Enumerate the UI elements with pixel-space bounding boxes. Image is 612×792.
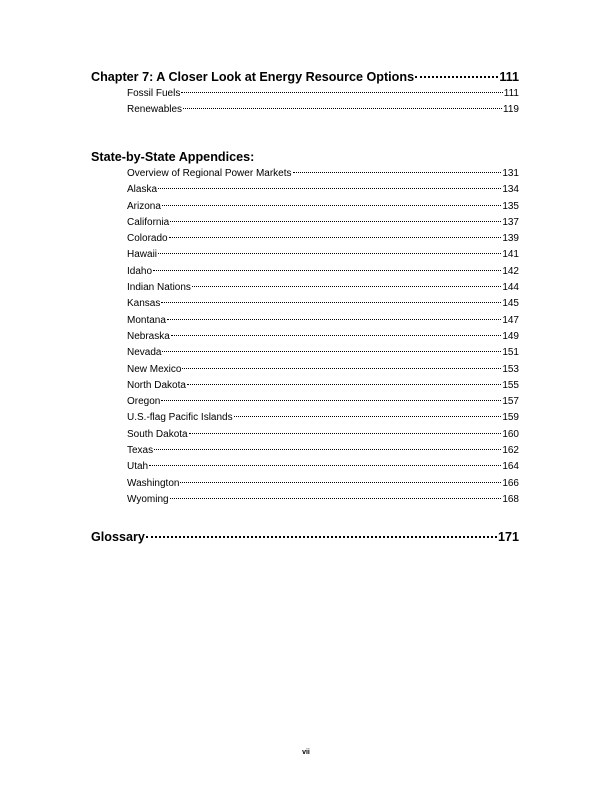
- toc-entry[interactable]: [127, 380, 519, 396]
- toc-entry[interactable]: [127, 233, 519, 249]
- entry-label: Washington: [127, 477, 180, 489]
- toc-entry[interactable]: [127, 282, 519, 298]
- entry-label: Nebraska: [127, 330, 170, 342]
- entry-label: Colorado: [127, 233, 168, 245]
- page-number: vii: [302, 749, 310, 756]
- toc-entry-renewables[interactable]: [127, 104, 519, 120]
- toc-entry[interactable]: [127, 298, 519, 314]
- dot-leader: [169, 237, 502, 238]
- toc-entry-fossil-fuels[interactable]: [127, 88, 519, 104]
- toc-entry[interactable]: [127, 217, 519, 233]
- entry-label: Overview of Regional Power Markets: [127, 168, 292, 179]
- dot-leader: [415, 76, 498, 78]
- entry-page: 131: [502, 168, 519, 179]
- entry-label: Renewables: [127, 104, 183, 116]
- dot-leader: [293, 172, 502, 173]
- entry-label: Kansas: [127, 298, 161, 310]
- toc-entry[interactable]: [127, 461, 519, 477]
- toc-entry[interactable]: [127, 494, 519, 510]
- entry-label: New Mexico: [127, 363, 182, 375]
- toc-entry[interactable]: [127, 396, 519, 412]
- dot-leader: [158, 253, 501, 254]
- entry-page: 144: [502, 282, 519, 294]
- appendix-list: [91, 168, 519, 510]
- dot-leader: [158, 188, 501, 189]
- chapter7-heading[interactable]: [91, 70, 519, 88]
- dot-leader: [181, 92, 502, 93]
- dot-leader: [167, 319, 501, 320]
- dot-leader: [180, 482, 501, 483]
- chapter7-title: Chapter 7: A Closer Look at Energy Resource Options: [91, 70, 415, 84]
- entry-label: Texas: [127, 445, 154, 457]
- entry-page: 164: [502, 461, 519, 473]
- entry-page: 149: [502, 330, 519, 342]
- dot-leader: [170, 498, 502, 499]
- entry-page: 141: [502, 249, 519, 261]
- chapter7-section: [91, 70, 519, 121]
- entry-label: Oregon: [127, 396, 161, 408]
- glossary-heading[interactable]: [91, 530, 519, 548]
- entry-page: 111: [503, 88, 519, 99]
- entry-page: 135: [502, 200, 519, 212]
- toc-entry[interactable]: [127, 445, 519, 461]
- entry-page: 139: [502, 233, 519, 245]
- entry-page: 155: [502, 379, 519, 391]
- toc-entry[interactable]: [127, 315, 519, 331]
- toc-entry[interactable]: [127, 168, 519, 184]
- dot-leader: [162, 205, 501, 206]
- dot-leader: [153, 270, 501, 271]
- chapter7-page: 111: [499, 70, 519, 84]
- entry-label: California: [127, 216, 170, 228]
- toc-entry[interactable]: [127, 412, 519, 428]
- toc-entry[interactable]: [127, 201, 519, 217]
- entry-label: Utah: [127, 461, 149, 473]
- entry-page: 157: [502, 396, 519, 408]
- entry-page: 159: [502, 412, 519, 424]
- toc-entry[interactable]: [127, 184, 519, 200]
- entry-label: Alaska: [127, 184, 158, 196]
- toc-entry[interactable]: [127, 364, 519, 380]
- toc-entry[interactable]: [127, 331, 519, 347]
- dot-leader: [161, 302, 501, 303]
- entry-label: Indian Nations: [127, 282, 191, 294]
- dot-leader: [171, 335, 502, 336]
- dot-leader: [234, 416, 502, 417]
- dot-leader: [183, 108, 502, 109]
- dot-leader: [189, 433, 502, 434]
- entry-page: 137: [502, 216, 519, 228]
- toc-entry[interactable]: [127, 347, 519, 363]
- entry-page: 168: [502, 493, 519, 505]
- dot-leader: [182, 368, 501, 369]
- entry-page: 166: [502, 477, 519, 489]
- glossary-title: Glossary: [91, 530, 145, 544]
- entry-label: Idaho: [127, 265, 153, 277]
- entry-label: U.S.-flag Pacific Islands: [127, 412, 233, 424]
- glossary-page: 171: [497, 530, 519, 544]
- entry-label: Nevada: [127, 347, 162, 359]
- entry-label: North Dakota: [127, 379, 186, 391]
- dot-leader: [170, 221, 501, 222]
- entry-page: 151: [502, 347, 519, 359]
- entry-page: 119: [503, 104, 519, 116]
- entry-label: Hawaii: [127, 249, 158, 261]
- entry-page: 160: [502, 428, 519, 440]
- entry-label: Wyoming: [127, 493, 169, 505]
- entry-label: Montana: [127, 314, 166, 326]
- toc-entry[interactable]: [127, 429, 519, 445]
- entry-page: 162: [502, 445, 519, 457]
- entry-page: 145: [502, 298, 519, 310]
- entry-page: 142: [502, 265, 519, 277]
- entry-label: South Dakota: [127, 428, 188, 440]
- dot-leader: [149, 465, 501, 466]
- dot-leader: [162, 351, 501, 352]
- dot-leader: [192, 286, 501, 287]
- appendices-section: [91, 150, 519, 510]
- appendices-heading: State-by-State Appendices:: [91, 150, 255, 164]
- toc-entry[interactable]: [127, 249, 519, 265]
- entry-label: Arizona: [127, 200, 161, 212]
- glossary-section: [91, 530, 519, 548]
- dot-leader: [187, 384, 501, 385]
- toc-entry[interactable]: [127, 478, 519, 494]
- dot-leader: [161, 400, 501, 401]
- dot-leader: [146, 536, 497, 538]
- toc-entry[interactable]: [127, 266, 519, 282]
- entry-page: 134: [502, 184, 519, 196]
- entry-page: 147: [502, 314, 519, 326]
- entry-label: Fossil Fuels: [127, 88, 181, 99]
- entry-page: 153: [502, 363, 519, 375]
- dot-leader: [154, 449, 501, 450]
